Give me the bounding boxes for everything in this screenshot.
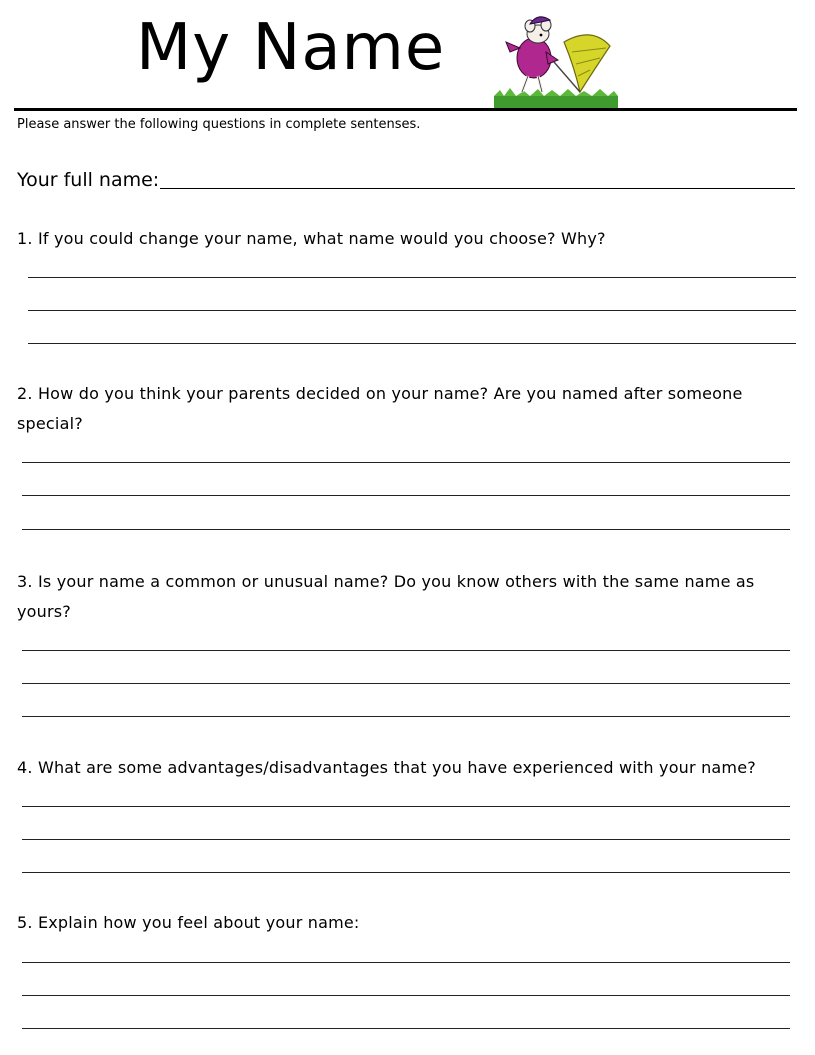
header-rule xyxy=(14,108,797,111)
full-name-answer-line[interactable] xyxy=(160,188,795,189)
answer-line[interactable] xyxy=(22,806,790,807)
page-title: My Name xyxy=(136,11,446,85)
question-2: 2. How do you think your parents decided on your name? Are you named after someone special? xyxy=(17,384,743,433)
answer-line[interactable] xyxy=(28,310,796,311)
question-3: 3. Is your name a common or unusual name? Do you know others with the same name as yours? xyxy=(17,572,755,621)
answer-line[interactable] xyxy=(28,277,796,278)
answer-line[interactable] xyxy=(22,995,790,996)
answer-line[interactable] xyxy=(22,962,790,963)
answer-line[interactable] xyxy=(22,716,790,717)
question-5: 5. Explain how you feel about your name: xyxy=(17,913,360,932)
answer-line[interactable] xyxy=(22,650,790,651)
answer-line[interactable] xyxy=(22,683,790,684)
question-1: 1. If you could change your name, what name would you choose? Why? xyxy=(17,229,606,248)
answer-line[interactable] xyxy=(22,529,790,530)
answer-line[interactable] xyxy=(22,839,790,840)
answer-line[interactable] xyxy=(22,1028,790,1029)
mouse-with-umbrella-clipart xyxy=(494,12,618,108)
instructions-text: Please answer the following questions in complete sentenses. xyxy=(17,117,421,132)
question-4: 4. What are some advantages/disadvantages that you have experienced with your name? xyxy=(17,758,756,777)
answer-line[interactable] xyxy=(22,495,790,496)
answer-line[interactable] xyxy=(22,872,790,873)
full-name-label: Your full name: xyxy=(17,169,160,191)
answer-line[interactable] xyxy=(22,462,790,463)
answer-line[interactable] xyxy=(28,343,796,344)
